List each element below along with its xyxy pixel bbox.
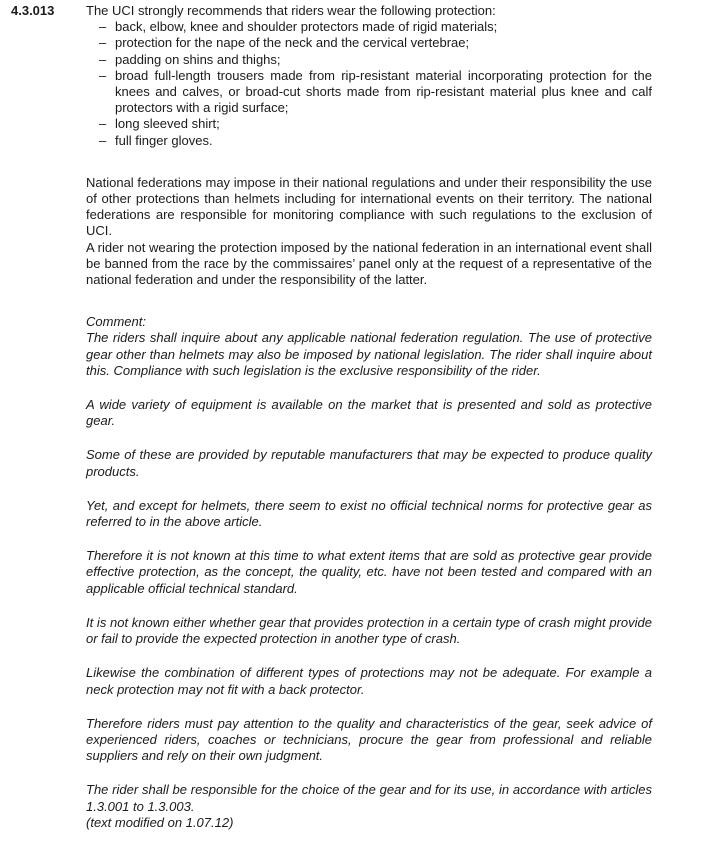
protection-list-item-text: long sleeved shirt; [115, 116, 220, 132]
comment-paragraph: It is not known either whether gear that provides protection in a certain type of crash might provide or fail to provide the expected protection in another type of crash. [86, 614, 652, 647]
bullet-dash: – [99, 35, 107, 51]
comment-paragraph: Yet, and except for helmets, there seem to exist no official technical norms for protective gear as referred to in the above article. [86, 497, 652, 530]
bullet-dash: – [99, 132, 107, 148]
comment-paragraph: The riders shall inquire about any applicable national federation regulation. The use of protective gear other than helmets may also be imposed by national legislation. The rider shall inquire about this. Compliance with such legislation is the exclusive responsibility of the rider. [86, 330, 652, 378]
comment-label: Comment: [86, 314, 146, 330]
comment-paragraph: The rider shall be responsible for the choice of the gear and for its use, in accordance with articles 1.3.001 to 1.3.003. [86, 782, 652, 814]
protection-list-item [86, 68, 652, 117]
protection-list [86, 19, 652, 149]
protection-list-item-text: back, elbow, knee and shoulder protectors made of rigid materials; [115, 19, 498, 35]
protection-list-item-text: protection for the nape of the neck and the cervical vertebrae; [115, 35, 470, 51]
modification-note: (text modified on 1.07.12) [86, 814, 234, 830]
bullet-dash: – [99, 116, 107, 132]
protection-list-item-text: broad full-length trousers made from rip-resistant material incorporating protection for the knees and calves, or broad-cut shorts made from rip-resistant material plus knee and calf protectors with a rigid surface; [115, 67, 652, 116]
article-4-3-013 [0, 3, 709, 831]
article-body [86, 3, 652, 831]
regulation-paragraph: National federations may impose in their national regulations and under their responsibility the use of other protections than helmets including for international events on their territory. The national federations are responsible for monitoring compliance with such regulations to the exclusion of UCI. [86, 174, 652, 239]
comment-section [86, 314, 652, 831]
bullet-dash: – [99, 19, 107, 35]
article-number: 4.3.013 [11, 3, 55, 18]
protection-list-item [86, 116, 652, 132]
protection-list-item [86, 19, 652, 35]
comment-paragraph: A wide variety of equipment is available on the market that is presented and sold as protective gear. [86, 397, 652, 429]
comment-paragraph: Some of these are provided by reputable manufacturers that may be expected to produce quality products. [86, 447, 652, 479]
comment-paragraphs [86, 330, 652, 814]
protection-list-item [86, 133, 652, 149]
bullet-dash: – [99, 67, 107, 83]
article-number-column [0, 3, 86, 19]
comment-paragraph: Therefore it is not known at this time to what extent items that are sold as protective gear provide effective protection, as the concept, the quality, etc. have not been tested and compared with an applicable official technical standard. [86, 548, 652, 596]
regulation-paragraphs [86, 175, 652, 288]
protection-list-item-text: padding on shins and thighs; [115, 51, 281, 67]
comment-paragraph: Therefore riders must pay attention to the quality and characteristics of the gear, seek advice of experienced riders, coaches or technicians, procure the gear from professional and reliable suppliers and rely on their own judgment. [86, 715, 652, 764]
regulation-paragraph: A rider not wearing the protection imposed by the national federation in an international event shall be banned from the race by the commissaires’ panel only at the request of a representative of the national federation and under the responsibility of the latter. [86, 239, 652, 288]
comment-paragraph: Likewise the combination of different types of protections may not be adequate. For example a neck protection may not fit with a back protector. [86, 665, 652, 697]
protection-list-item [86, 52, 652, 68]
protection-list-item-text: full finger gloves. [115, 132, 213, 148]
bullet-dash: – [99, 51, 107, 67]
article-intro: The UCI strongly recommends that riders wear the following protection: [86, 3, 496, 18]
protection-list-item [86, 35, 652, 51]
